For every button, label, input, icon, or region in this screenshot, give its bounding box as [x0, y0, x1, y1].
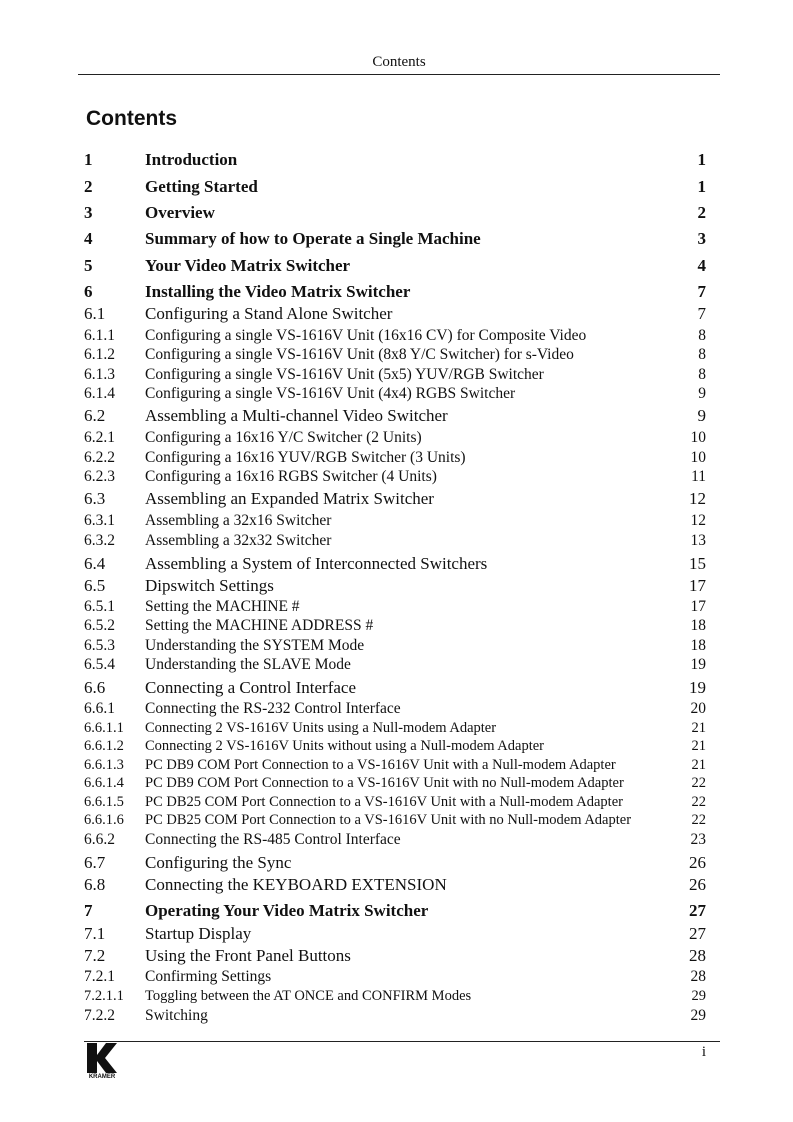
toc-entry	[84, 304, 706, 324]
toc-entry-page: 10	[690, 449, 706, 466]
toc-entry	[84, 406, 706, 426]
toc-entry	[84, 678, 706, 698]
toc-entry	[84, 449, 706, 467]
toc-entry-label: Configuring a 16x16 RGBS Switcher (4 Units)	[145, 468, 437, 485]
toc-entry	[84, 468, 706, 486]
toc-entry-page: 21	[691, 738, 706, 754]
toc-entry-label: Confirming Settings	[145, 968, 272, 985]
toc-entry-label: Configuring a 16x16 YUV/RGB Switcher (3 Units)	[145, 449, 466, 466]
toc-entry-number: 6.5	[84, 576, 106, 595]
toc-entry-number: 3	[84, 203, 93, 222]
toc-entry-label: Assembling a 32x16 Switcher	[145, 512, 332, 529]
toc-entry	[84, 554, 706, 574]
toc-entry-label: Operating Your Video Matrix Switcher	[145, 901, 429, 920]
toc-entry-number: 6.6	[84, 678, 106, 697]
toc-entry-page: 18	[690, 617, 706, 634]
toc-entry-number: 6.6.1.1	[84, 720, 124, 736]
toc-entry-page: 27	[689, 901, 706, 920]
toc-entry-page: 19	[689, 678, 706, 697]
toc-entry	[84, 1007, 706, 1025]
toc-entry	[84, 968, 706, 986]
toc-entry-number: 6.2.3	[84, 468, 115, 485]
toc-entry-label: Toggling between the AT ONCE and CONFIRM Modes	[145, 988, 472, 1004]
toc-entry-label: Connecting a Control Interface	[145, 678, 357, 697]
toc-entry	[84, 738, 706, 755]
toc-entry	[84, 512, 706, 530]
toc-entry-label: Installing the Video Matrix Switcher	[145, 282, 411, 301]
toc-entry	[84, 346, 706, 364]
toc-entry-number: 6.4	[84, 554, 106, 573]
toc-entry	[84, 229, 706, 249]
toc-entry-label: Setting the MACHINE ADDRESS #	[145, 617, 374, 634]
toc-entry-page: 21	[691, 757, 706, 773]
toc-entry-number: 6.5.2	[84, 617, 115, 634]
footer-rule	[84, 1041, 720, 1042]
toc-entry-number: 6	[84, 282, 93, 301]
toc-entry-label: Connecting the RS-485 Control Interface	[145, 831, 401, 848]
toc-entry	[84, 924, 706, 944]
toc-entry-page: 29	[691, 988, 706, 1004]
toc-entry-number: 6.2.1	[84, 429, 115, 446]
toc-entry-number: 7.2	[84, 946, 106, 965]
toc-entry	[84, 617, 706, 635]
toc-entry-number: 6.1.3	[84, 366, 115, 383]
toc-entry-number: 6.6.1.6	[84, 812, 124, 828]
toc-entry-number: 4	[84, 229, 93, 248]
kramer-k-icon	[84, 1043, 120, 1079]
toc-entry-label: Switching	[145, 1007, 208, 1024]
toc-entry-number: 6.6.1.3	[84, 757, 124, 773]
toc-entry-number: 6.2	[84, 406, 106, 425]
toc-entry-number: 6.8	[84, 875, 106, 894]
toc-entry-label: Getting Started	[145, 177, 258, 196]
toc-entry-page: 21	[691, 720, 706, 736]
toc-entry-number: 1	[84, 150, 93, 169]
toc-entry-number: 7.1	[84, 924, 106, 943]
toc-entry-page: 9	[697, 406, 706, 425]
toc-entry-page: 22	[691, 794, 706, 810]
toc-entry-number: 2	[84, 177, 93, 196]
toc-entry-page: 12	[690, 512, 706, 529]
kramer-logo	[84, 1043, 120, 1079]
kramer-logo-text: KRAMER	[88, 1074, 116, 1079]
toc-entry-label: Assembling a 32x32 Switcher	[145, 532, 332, 549]
toc-entry-number: 6.5.4	[84, 656, 115, 673]
toc-entry-label: Setting the MACHINE #	[145, 598, 300, 615]
toc-entry-page: 23	[690, 831, 706, 848]
toc-entry	[84, 429, 706, 447]
toc-entry-page: 29	[690, 1007, 706, 1024]
toc-entry	[84, 282, 706, 302]
header-rule	[78, 74, 720, 75]
toc-entry	[84, 256, 706, 276]
toc-entry-page: 17	[690, 598, 706, 615]
toc-entry-number: 6.1.4	[84, 385, 115, 402]
toc-entry	[84, 946, 706, 966]
toc-entry-page: 26	[689, 875, 706, 894]
toc-entry-page: 20	[690, 700, 706, 717]
toc-entry	[84, 385, 706, 403]
toc-entry-label: Using the Front Panel Buttons	[145, 946, 351, 965]
toc-entry-label: Configuring a single VS-1616V Unit (5x5) YUV/RGB Switcher	[145, 366, 544, 383]
toc-entry-page: 9	[698, 385, 706, 402]
toc-entry	[84, 812, 706, 829]
toc-entry-page: 13	[690, 532, 706, 549]
toc-entry-number: 6.2.2	[84, 449, 115, 466]
toc-entry	[84, 532, 706, 550]
toc-entry-number: 6.3	[84, 489, 106, 508]
toc-entry-number: 6.6.2	[84, 831, 115, 848]
toc-entry-label: PC DB25 COM Port Connection to a VS-1616V Unit with a Null-modem Adapter	[145, 794, 623, 810]
toc-entry	[84, 598, 706, 616]
toc-entry	[84, 831, 706, 849]
toc-entry-label: Your Video Matrix Switcher	[145, 256, 351, 275]
toc-entry	[84, 656, 706, 674]
toc-entry-label: Introduction	[145, 150, 238, 169]
toc-entry-label: Connecting the KEYBOARD EXTENSION	[145, 875, 447, 894]
toc-entry-label: Configuring a Stand Alone Switcher	[145, 304, 393, 323]
toc-entry-number: 6.3.1	[84, 512, 115, 529]
toc-entry-number: 7.2.1.1	[84, 988, 124, 1004]
toc-entry-label: Understanding the SYSTEM Mode	[145, 637, 365, 654]
toc-entry-page: 2	[697, 203, 706, 222]
toc-entry-label: PC DB9 COM Port Connection to a VS-1616V Unit with a Null-modem Adapter	[145, 757, 616, 773]
toc-entry-label: PC DB25 COM Port Connection to a VS-1616V Unit with no Null-modem Adapter	[145, 812, 632, 828]
toc-entry	[84, 757, 706, 774]
toc-entry-page: 7	[697, 282, 706, 301]
toc-title: Contents	[86, 107, 177, 130]
page-number: i	[701, 1044, 706, 1060]
toc-entry-number: 6.1.1	[84, 327, 115, 344]
toc-entry-page: 22	[691, 775, 706, 791]
toc-entry-label: Overview	[145, 203, 215, 222]
toc-entry-number: 6.6.1.2	[84, 738, 124, 754]
toc-entry-number: 7	[84, 901, 93, 920]
toc-entry	[84, 366, 706, 384]
toc-entry	[84, 637, 706, 655]
toc-entry	[84, 875, 706, 895]
toc-entry-number: 7.2.1	[84, 968, 115, 985]
toc-entry-page: 12	[689, 489, 706, 508]
toc-entry	[84, 150, 706, 170]
toc-entry	[84, 794, 706, 811]
toc-entry-page: 1	[697, 150, 706, 169]
toc-entry-number: 6.6.1.4	[84, 775, 124, 791]
toc-entry-label: Assembling a System of Interconnected Switchers	[145, 554, 488, 573]
running-header: Contents	[372, 54, 426, 70]
toc-entry-number: 6.6.1	[84, 700, 115, 717]
toc-entry	[84, 576, 706, 596]
toc-entry-label: Connecting 2 VS-1616V Units using a Null-modem Adapter	[145, 720, 497, 736]
toc-entry-label: Assembling a Multi-channel Video Switcher	[145, 406, 448, 425]
toc-entry-page: 28	[690, 968, 706, 985]
toc-entry-page: 22	[691, 812, 706, 828]
toc-entry	[84, 720, 706, 737]
toc-entry-page: 8	[698, 366, 706, 383]
toc-entry-label: PC DB9 COM Port Connection to a VS-1616V Unit with no Null-modem Adapter	[145, 775, 624, 791]
toc-entry-label: Configuring a single VS-1616V Unit (4x4) RGBS Switcher	[145, 385, 516, 402]
toc-entry-page: 8	[698, 327, 706, 344]
toc-entry-number: 6.1	[84, 304, 106, 323]
toc-entry-page: 1	[697, 177, 706, 196]
toc-entry-page: 28	[689, 946, 706, 965]
toc-entry-number: 6.5.3	[84, 637, 115, 654]
toc-entry-label: Dipswitch Settings	[145, 576, 274, 595]
toc-entry-page: 3	[697, 229, 706, 248]
toc-entry-number: 6.7	[84, 853, 106, 872]
toc-entry	[84, 177, 706, 197]
toc-entry-number: 6.6.1.5	[84, 794, 124, 810]
toc-entry-page: 18	[690, 637, 706, 654]
toc-entry	[84, 700, 706, 718]
toc-entry-number: 6.3.2	[84, 532, 115, 549]
toc-entry-page: 7	[697, 304, 706, 323]
toc-entry-label: Configuring the Sync	[145, 853, 292, 872]
toc-entry-page: 27	[689, 924, 706, 943]
toc-entry-label: Connecting the RS-232 Control Interface	[145, 700, 401, 717]
toc-entry-page: 10	[690, 429, 706, 446]
toc-entry	[84, 775, 706, 792]
toc-entry-page: 4	[697, 256, 706, 275]
toc-entry-label: Assembling an Expanded Matrix Switcher	[145, 489, 434, 508]
toc-entry-number: 5	[84, 256, 93, 275]
toc-entry	[84, 203, 706, 223]
toc-entry-page: 15	[689, 554, 706, 573]
toc-entry-label: Configuring a 16x16 Y/C Switcher (2 Units)	[145, 429, 422, 446]
toc-entry-page: 19	[690, 656, 706, 673]
toc-entry-page: 8	[698, 346, 706, 363]
toc-entry	[84, 327, 706, 345]
toc-entry-label: Startup Display	[145, 924, 252, 943]
toc-entry-page: 17	[689, 576, 706, 595]
toc-entry	[84, 489, 706, 509]
toc-entry	[84, 901, 706, 921]
toc-entry-number: 6.5.1	[84, 598, 115, 615]
toc-entry-label: Connecting 2 VS-1616V Units without using a Null-modem Adapter	[145, 738, 544, 754]
toc-entry-label: Configuring a single VS-1616V Unit (8x8 Y/C Switcher) for s-Video	[145, 346, 574, 363]
toc-entry-label: Understanding the SLAVE Mode	[145, 656, 351, 673]
toc-entry-number: 7.2.2	[84, 1007, 115, 1024]
toc-entry-page: 11	[691, 468, 706, 485]
toc-entry	[84, 853, 706, 873]
toc-entry-number: 6.1.2	[84, 346, 115, 363]
toc-entry-label: Configuring a single VS-1616V Unit (16x16 CV) for Composite Video	[145, 327, 587, 344]
toc-entry-label: Summary of how to Operate a Single Machine	[145, 229, 481, 248]
toc-entry-page: 26	[689, 853, 706, 872]
toc-entry	[84, 988, 706, 1005]
